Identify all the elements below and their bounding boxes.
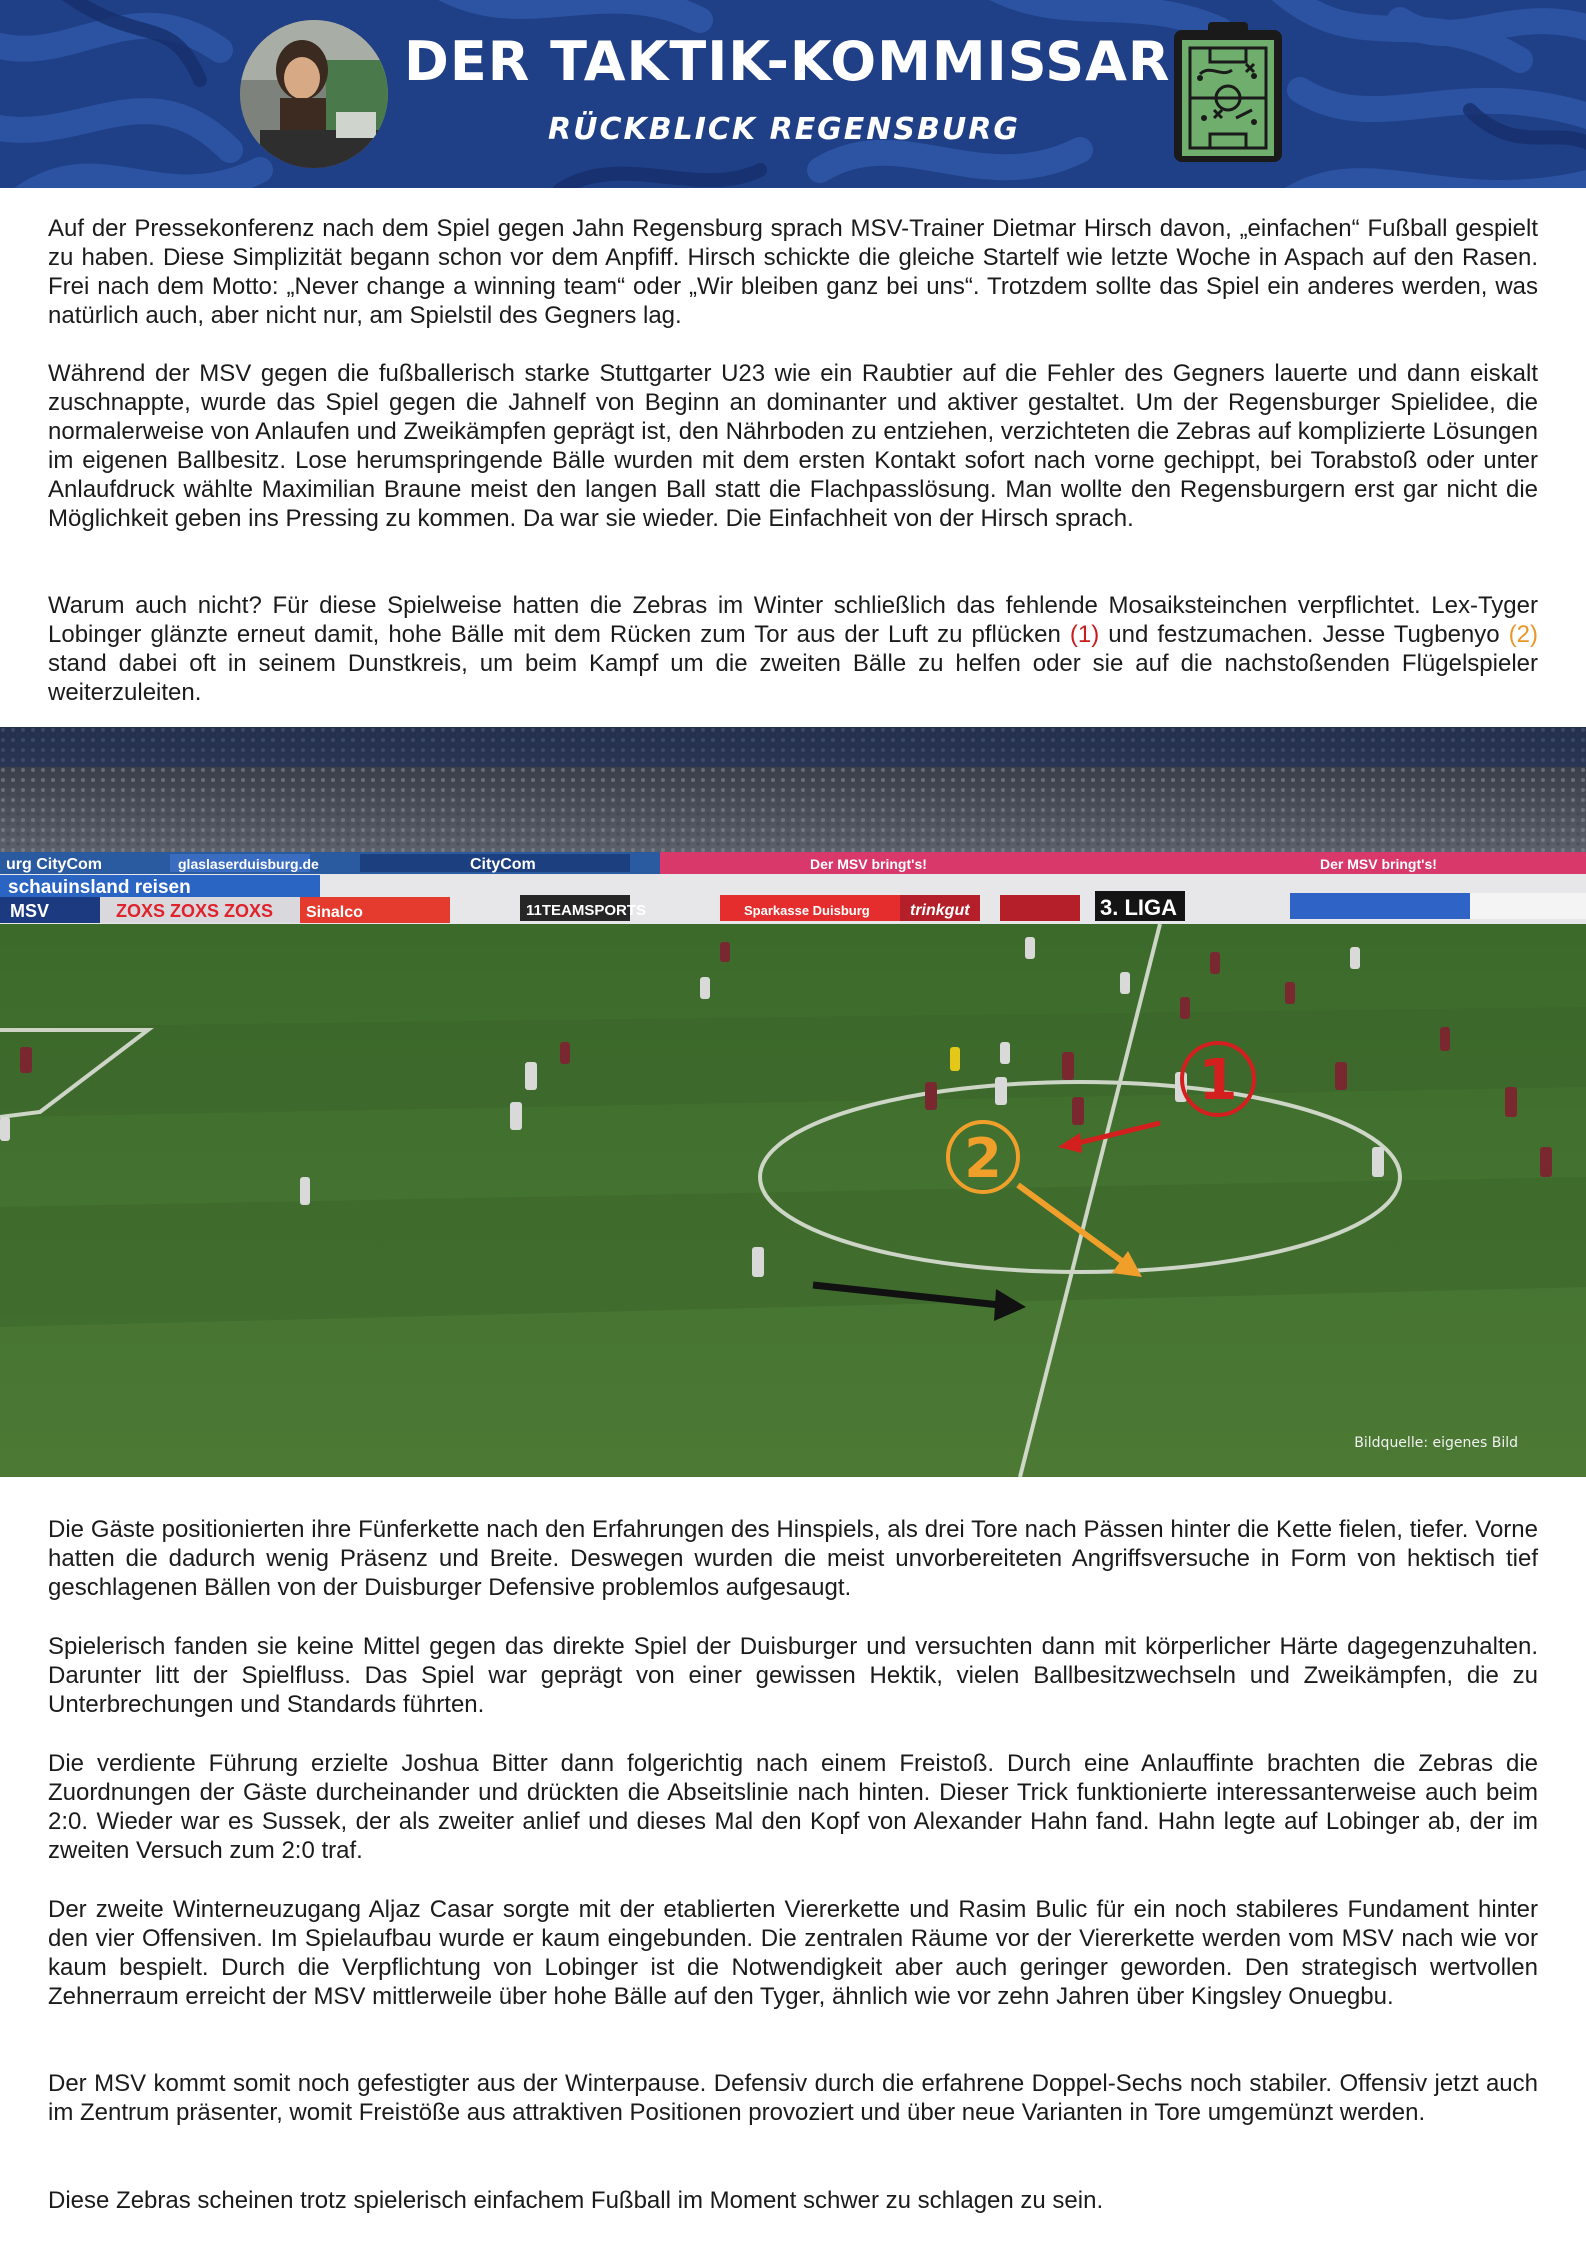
author-avatar: [240, 20, 388, 168]
paragraph-4: Die Gäste positionierten ihre Fünferkette nach den Erfahrungen des Hinspiels, als drei Tore nach Pässen hinter die Kette fielen, tiefer. Vorne hatten die dadurch wenig Präsenz und Breite. Deswegen wurden die meist unvorbereiteten Angriffsversuche in Form von hektisch tief geschlagenen Bällen von der Duisburger Defensive problemlos aufgesaugt.: [48, 1516, 1538, 1601]
match-photo: [0, 727, 1586, 1477]
paragraph-2: Während der MSV gegen die fußballerisch starke Stuttgarter U23 wie ein Raubtier auf die Fehler des Gegners lauerte und dann eiskalt zuschnappte, wurde das Spiel gegen die Jahnelf von Beginn an dominanter und aktiver gestaltet. Um der Regensburger Spielidee, die normalerweise von Anlaufen und Zweikämpfen geprägt ist, den Nährboden zu entziehen, verzichteten die Zebras auf komplizierte Lösungen im eigenen Ballbesitz. Lose herumspringende Bälle wurden mit dem ersten Kontakt sofort nach vorne gechippt, bei Torabstoß oder unter Anlaufdruck wählte Maximilian Braune meist den langen Ball statt die Flachpasslösung. Man wollte den Regensburgern erst gar nicht die Möglichkeit geben ins Pressing zu kommen. Da war sie wieder. Die Einfachheit von der Hirsch sprach.: [48, 360, 1538, 532]
ad-text-msv-bringts: Der MSV bringt's!: [810, 856, 927, 872]
paragraph-4-block: [48, 1515, 1538, 1602]
ad-text-3liga: 3. LIGA: [1100, 895, 1178, 920]
photo-caption: Bildquelle: eigenes Bild: [1354, 1435, 1518, 1451]
ad-text-trinkgut: trinkgut: [910, 902, 970, 919]
paragraph-8-block: [48, 2069, 1538, 2127]
header-banner: [0, 0, 1586, 188]
marker-2-label: 2: [964, 1127, 1002, 1190]
ad-text-schauinsland-left: schauinsland reisen: [8, 877, 191, 898]
ad-text-msv: MSV: [10, 901, 50, 921]
paragraph-9-block: [48, 2186, 1538, 2215]
paragraph-6: Die verdiente Führung erzielte Joshua Bitter dann folgerichtig nach einem Freistoß. Durch eine Anlauffinte brachten die Zebras die Zuordnungen der Gäste durcheinander und drückten die Abseitslinie nach hinten. Dieser Trick funktionierte interessanterweise auch beim 2:0. Wieder war es Sussek, der als zweiter anlief und dieses Mal den Kopf von Alexander Hahn fand. Hahn legte auf Lobinger ab, der im zweiten Versuch zum 2:0 traf.: [48, 1750, 1538, 1864]
wave-background: [0, 0, 1586, 188]
ad-text-sparkasse: Sparkasse Duisburg: [744, 903, 870, 918]
ad-text-glaslaser: glaslaserduisburg.de: [178, 856, 319, 872]
ad-text-citycom-left: urg CityCom: [6, 856, 102, 873]
tactic-board-clipboard-icon: [1170, 18, 1286, 166]
paragraph-3-part-b: und festzumachen. Jesse Tugbenyo: [1099, 621, 1509, 648]
ad-board-upper-right: [660, 852, 1586, 874]
ad-text-citycom: CityCom: [470, 856, 536, 873]
paragraph-3-part-c: stand dabei oft in seinem Dunstkreis, um beim Kampf um die zweiten Bälle zu helfen oder sie auf die nachstoßenden Flügelspieler weiterzuleiten.: [48, 650, 1538, 706]
paragraph-2-block: [48, 359, 1538, 533]
paragraph-7: Der zweite Winterneuzugang Aljaz Casar sorgte mit der etablierten Viererkette und Rasim Bulic für ein noch stabileres Fundament hinter den vier Offensiven. Im Spielaufbau wurde er kaum eingebunden. Die zentralen Räume vor der Viererkette werden vom MSV nach wie vor kaum bespielt. Durch die Verpflichtung von Lobinger ist die Notwendigkeit aber auch geringer geworden. Den strategisch wertvollen Zehnerraum erreicht der MSV mittlerweile über hohe Bälle auf den Tyger, ähnlich wie vor zehn Jahren über Kingsley Onuegbu.: [48, 1896, 1538, 2010]
ad-text-11teamsports: 11TEAMSPORTS: [526, 902, 647, 919]
marker-1-reference: (1): [1069, 621, 1100, 648]
marker-2-reference: (2): [1508, 621, 1538, 648]
paragraph-3: [48, 591, 1538, 707]
ad-text-sinalco: Sinalco: [306, 904, 363, 921]
paragraph-5-block: [48, 1632, 1538, 1719]
intro-section: [48, 214, 1538, 330]
paragraph-8: Der MSV kommt somit noch gefestigter aus der Winterpause. Defensiv durch die erfahrene Doppel-Sechs noch stabiler. Offensiv jetzt auch im Zentrum präsenter, womit Freistöße aus attraktiven Positionen provoziert und über neue Varianten in Tore umgemünzt werden.: [48, 2070, 1538, 2126]
ad-text-msv-bringts-right: Der MSV bringt's!: [1320, 856, 1437, 872]
paragraph-5: Spielerisch fanden sie keine Mittel gegen das direkte Spiel der Duisburger und versuchten dann mit körperlicher Härte dagegenzuhalten. Darunter litt der Spielfluss. Das Spiel war geprägt von einer gewissen Hektik, vielen Ballbesitzwechseln und Zweikämpfen, die zu Unterbrechungen und Standards führten.: [48, 1633, 1538, 1718]
paragraph-1: Auf der Pressekonferenz nach dem Spiel gegen Jahn Regensburg sprach MSV-Trainer Dietmar Hirsch davon, „einfachen“ Fußball gespielt zu haben. Diese Simplizität begann schon vor dem Anpfiff. Hirsch schickte die gleiche Startelf wie letzte Woche in Aspach auf den Rasen. Frei nach dem Motto: „Never change a winning team“ oder „Wir bleiben ganz bei uns“. Trotzdem sollte das Spiel ein anderes werden, was natürlich auch, aber nicht nur, am Spielstil des Gegners lag.: [48, 215, 1538, 329]
paragraph-6-block: [48, 1749, 1538, 1865]
paragraph-3-part-a: Warum auch nicht? Für diese Spielweise hatten die Zebras im Winter schließlich das fehlende Mosaiksteinchen verpflichtet. Lex-Tyger Lobinger glänzte erneut damit, hohe Bälle mit dem Rücken zum Tor aus der Luft zu pflücken: [48, 592, 1538, 648]
paragraph-7-block: [48, 1895, 1538, 2011]
pitch-illustration: [0, 727, 1586, 1477]
page-subtitle: RÜCKBLICK REGENSBURG: [548, 112, 1020, 147]
ad-text-zoxs: ZOXS ZOXS ZOXS: [116, 901, 274, 921]
paragraph-3-block: [48, 591, 1538, 707]
author-portrait-icon: [240, 20, 388, 168]
page-title: DER TAKTIK-KOMMISSAR: [404, 30, 1171, 93]
marker-1-label: 1: [1198, 1048, 1238, 1113]
paragraph-9: Diese Zebras scheinen trotz spielerisch einfachem Fußball im Moment schwer zu schlagen zu sein.: [48, 2187, 1104, 2214]
